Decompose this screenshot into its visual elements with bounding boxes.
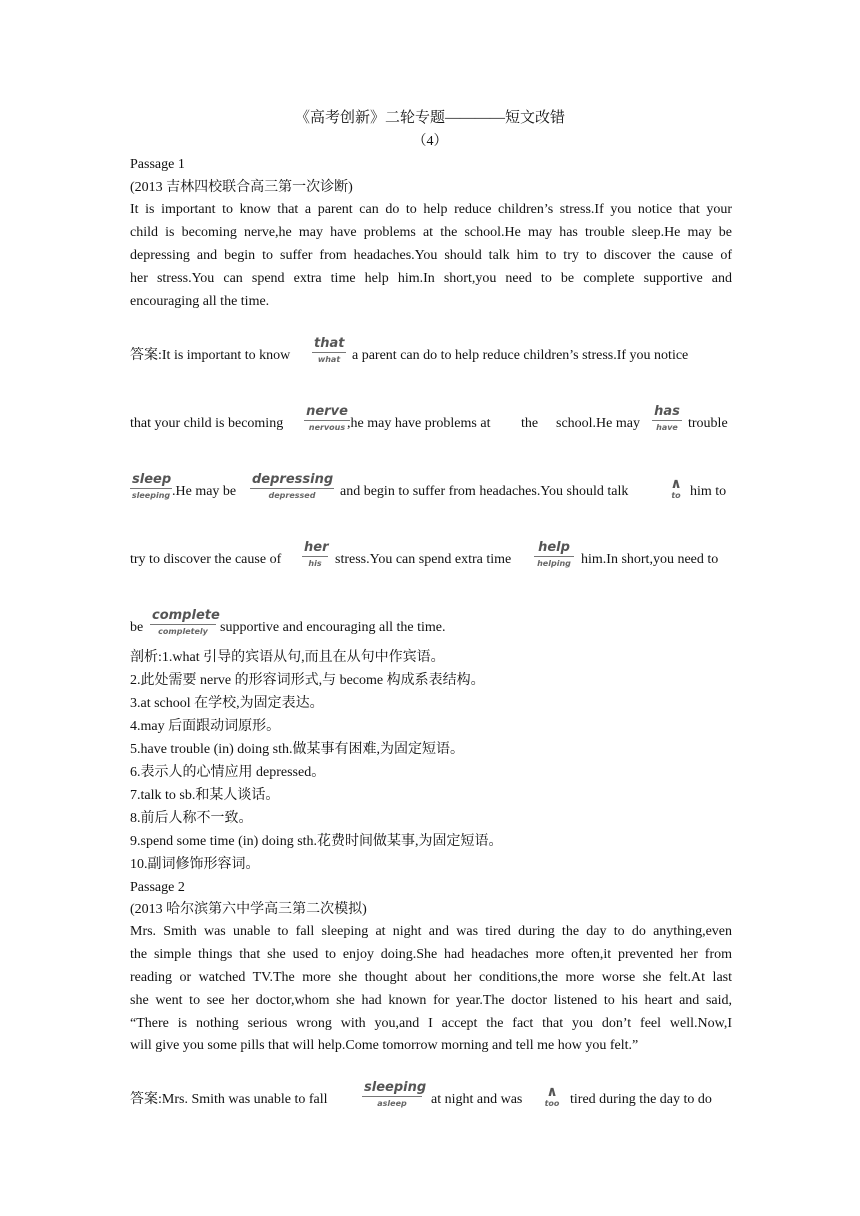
analysis-line: 2.此处需要 nerve 的形容词形式,与 become 构成系表结构。 [130,673,485,688]
correction-mark [302,541,328,568]
correction-mark [312,337,346,364]
insertion-caret-mark [542,1085,562,1108]
passage2-line: “There is nothing serious wrong with you,and I accept the fact that you don’t feel well.Now,I [130,1016,732,1031]
passage1-line: her stress.You can spend extra time help him.In short,you need to be complete supportive and [130,271,732,286]
correction-mark [304,405,350,432]
answer-line [130,296,732,366]
answer-line [130,500,732,570]
passage2-line: will give you some pills that will help.Come tomorrow morning and tell me how you felt.” [130,1038,639,1053]
analysis-line: 9.spend some time (in) doing sth.花费时间做某事,为固定短语。 [130,834,503,849]
original-word: nervous [308,423,346,432]
correction-word: help [534,541,574,557]
correction-word: has [652,405,682,421]
original-word: depressed [268,491,316,500]
analysis-line: 10.副词修饰形容词。 [130,857,260,872]
correction-word: complete [152,608,220,623]
original-word: what [317,355,341,364]
correction-mark [534,541,574,568]
caret-icon: ∧ [670,476,682,492]
passage1-line: depressing and begin to suffer from headaches.You should talk him to try to discover the cause of [130,248,732,263]
answer-text: tired during the day to do [570,1092,712,1107]
answer-text: school.He may [556,416,640,431]
passage2-source: (2013 哈尔滨第六中学高三第二次模拟) [130,902,367,917]
answer-text: try to discover the cause of [130,552,282,567]
passage1-source: (2013 吉林四校联合高三第一次诊断) [130,180,353,195]
analysis-line: 5.have trouble (in) doing sth.做某事有困难,为固定短语。 [130,742,465,757]
original-word: sleeping [131,491,171,500]
correction-mark [652,405,682,432]
passage2-line: reading or watched TV.The more she thought about her conditions,the more worse she felt.At last [130,970,732,985]
passage2-line: Mrs. Smith was unable to fall sleeping at night and was tired during the day to do anything,even [130,924,732,939]
passage1-line: child is becoming nerve,he may have problems at the school.He may has trouble sleep.He may be [130,225,732,240]
original-word: helping [537,559,571,568]
analysis-line: 6.表示人的心情应用 depressed。 [130,765,326,780]
analysis-line: 4.may 后面跟动词原形。 [130,719,281,734]
answer-text: a parent can do to help reduce children’s stress.If you notice [352,348,689,363]
original-word: completely [158,627,208,636]
analysis-line: 8.前后人称不一致。 [130,811,253,826]
correction-word: sleeping [364,1080,427,1095]
answer-line [130,364,732,434]
answer-line [130,1040,732,1110]
original-word: asleep [377,1099,407,1108]
answer-text: that your child is becoming [130,416,284,431]
passage1-line: It is important to know that a parent can do to help reduce children’s stress.If you notice that your [130,202,732,217]
insertion-caret-mark [668,477,684,500]
correction-mark [250,473,334,500]
correction-word: nerve [304,405,350,421]
correction-mark [130,473,172,500]
analysis-line: 7.talk to sb.和某人谈话。 [130,788,280,803]
answer-text: 答案:Mrs. Smith was unable to fall [130,1092,328,1107]
answer-text: ,he may have problems at [347,416,491,431]
document-subtitle: （4） [412,134,448,149]
passage1-line: encouraging all the time. [130,294,270,309]
passage2-line: the simple things that she used to enjoy doing.She had headaches more often,it prevented her from [130,947,732,962]
correction-word: her [304,540,329,555]
answer-text: him to [690,484,727,499]
correction-word: depressing [252,472,334,487]
answer-text: .He may be [172,484,237,499]
analysis-line: 3.at school 在学校,为固定表达。 [130,696,324,711]
answer-text: 答案:It is important to know [130,348,291,363]
answer-text: him.In short,you need to [581,552,719,567]
answer-line [130,568,732,638]
analysis-line: 剖析:1.what 引导的宾语从句,而且在从句中作宾语。 [130,650,445,665]
answer-text: be [130,620,144,635]
correction-word: sleep [132,472,172,487]
answer-text: trouble [688,416,728,431]
passage1-label: Passage 1 [130,157,185,172]
original-word: his [308,559,322,568]
answer-line [130,432,732,502]
inserted-word: to [671,491,681,500]
original-word: have [656,423,678,432]
passage2-line: she went to see her doctor,whom she had known for year.The doctor listened to his heart and said, [130,993,732,1008]
answer-text: and begin to suffer from headaches.You should talk [340,484,629,499]
caret-icon: ∧ [546,1084,558,1100]
document-title: 《高考创新》二轮专题————短文改错 [294,110,565,126]
correction-mark [150,608,220,636]
answer-text: supportive and encouraging all the time. [220,620,446,635]
passage2-label: Passage 2 [130,880,185,895]
answer-text: at night and was [431,1092,523,1107]
correction-mark [362,1080,427,1108]
correction-word: that [314,336,345,351]
answer-text: the [521,416,539,431]
answer-text: stress.You can spend extra time [335,552,512,567]
inserted-word: too [544,1099,560,1108]
